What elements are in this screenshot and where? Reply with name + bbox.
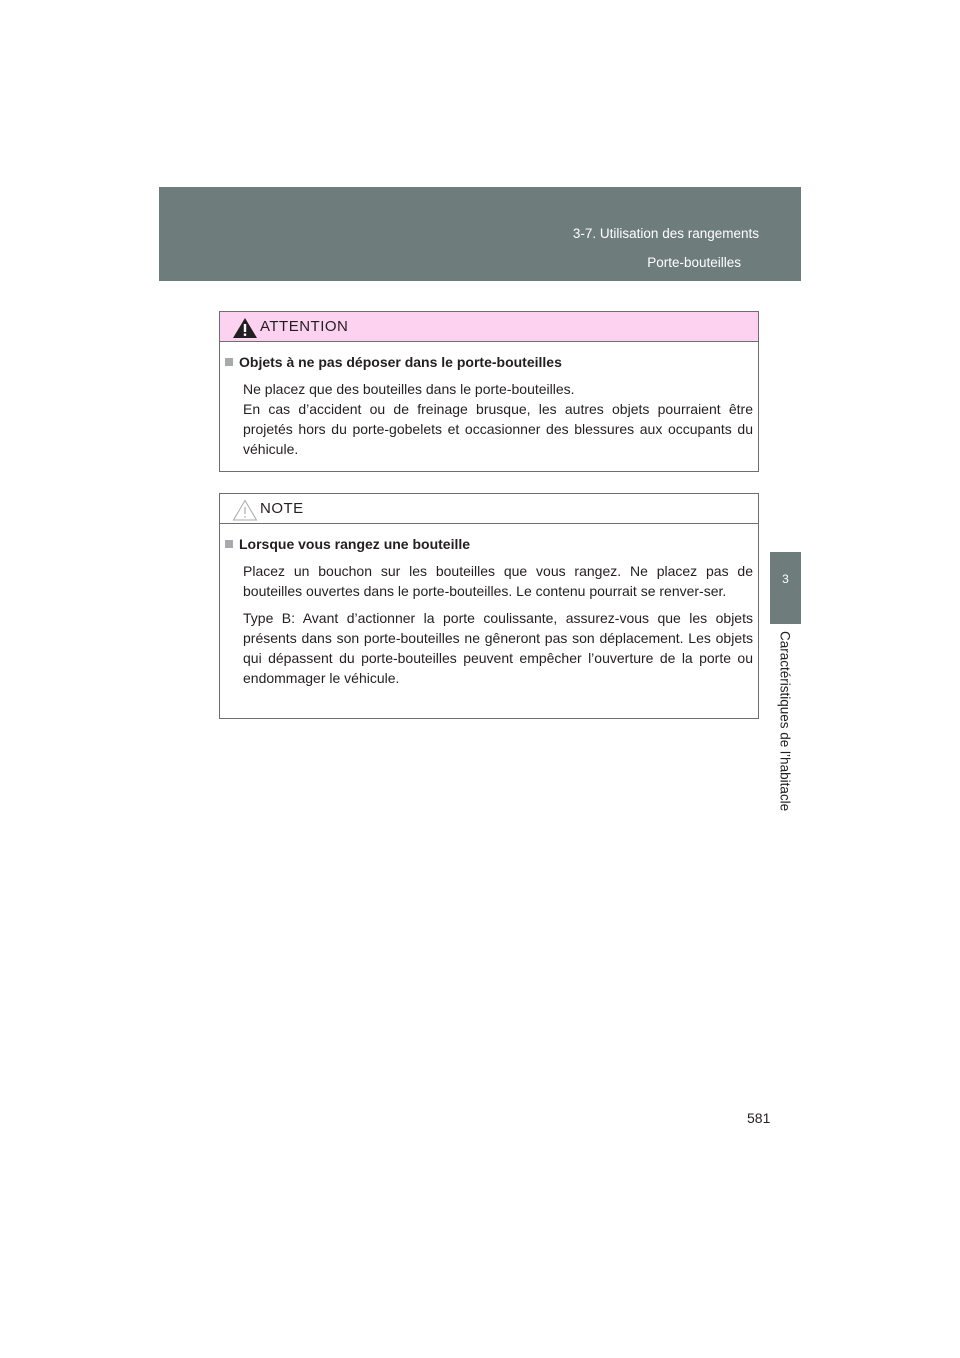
note-paragraph: Type B: Avant d’actionner la porte coulissante, assurez-vous que les objets présents dans son porte-bouteilles ne gêneront pas son déplacement. Les objets qui dépassent du porte-bouteilles peuvent empêcher l’ouverture de la porte ou endommager le véhicule.	[243, 610, 753, 686]
attention-paragraph: En cas d’accident ou de freinage brusque, les autres objets pourraient être projetés hors du porte-gobelets et occasionner des blessures aux occupants du véhicule.	[243, 401, 753, 457]
note-header	[220, 494, 758, 524]
note-paragraph: Placez un bouchon sur les bouteilles que vous rangez. Ne placez pas de bouteilles ouvertes dans le porte-bouteilles. Le contenu pourrait se renver-ser.	[243, 563, 753, 599]
warning-filled-icon	[232, 317, 258, 339]
chapter-number-box	[770, 552, 801, 624]
attention-subheading-text: Objets à ne pas déposer dans le porte-bouteilles	[239, 354, 562, 370]
attention-paragraph: Ne placez que des bouteilles dans le porte-bouteilles.	[243, 381, 575, 397]
topic-title: Porte-bouteilles	[647, 255, 741, 270]
page-number: 581	[747, 1110, 771, 1126]
attention-title: ATTENTION	[260, 318, 349, 335]
header-band	[159, 187, 801, 281]
note-box	[219, 493, 759, 719]
note-body	[220, 524, 758, 688]
note-title: NOTE	[260, 500, 304, 517]
square-bullet-icon	[225, 540, 233, 548]
note-subheading-text: Lorsque vous rangez une bouteille	[239, 536, 471, 552]
warning-outline-icon	[232, 499, 258, 521]
note-subheading	[225, 534, 753, 554]
chapter-number: 3	[782, 572, 789, 586]
attention-header	[220, 312, 758, 342]
chapter-title: Caractéristiques de l’habitacle	[777, 631, 793, 812]
attention-subheading	[225, 352, 753, 372]
square-bullet-icon	[225, 358, 233, 366]
chapter-tab	[770, 552, 801, 1286]
attention-box	[219, 311, 759, 472]
section-title: 3-7. Utilisation des rangements	[572, 226, 759, 241]
attention-body	[220, 342, 758, 459]
